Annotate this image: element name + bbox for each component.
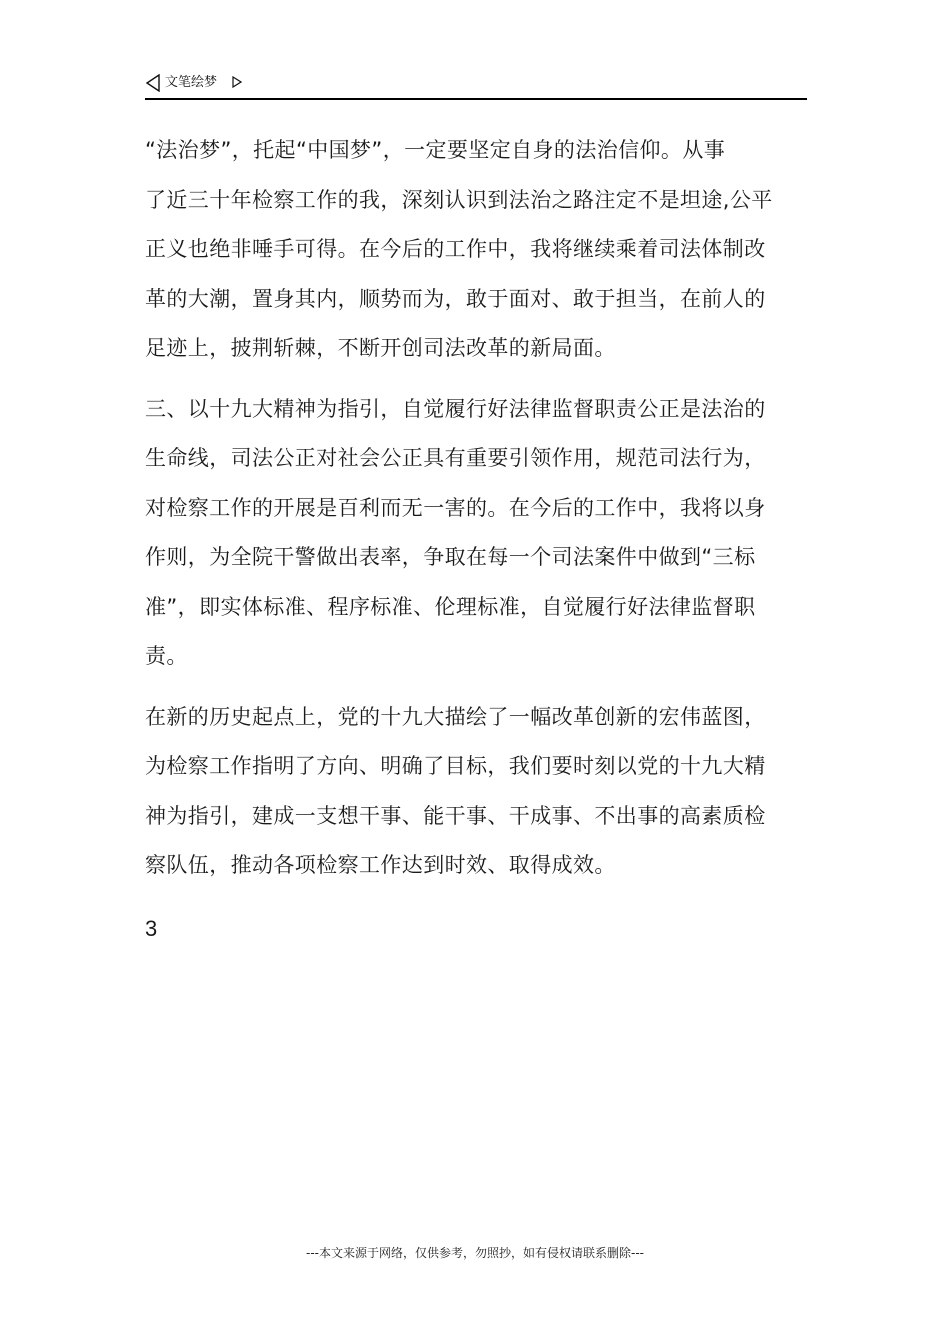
footer-disclaimer: ---本文来源于网络，仅供参考，勿照抄，如有侵权请联系删除--- [306, 1246, 644, 1260]
text-line: 在新的历史起点上，党的十九大描绘了一幅改革创新的宏伟蓝图， [145, 704, 766, 729]
text-line: 准”，即实体标准、程序标准、伦理标准，自觉履行好法律监督职 [145, 594, 756, 619]
document-body [145, 126, 807, 953]
triangle-right-icon [232, 76, 242, 88]
text-line: 生命线，司法公正对社会公正具有重要引领作用，规范司法行为， [145, 446, 766, 470]
page-header [145, 70, 807, 100]
page-number: 3 [145, 915, 158, 941]
text-line: 对检察工作的开展是百利而无一害的。在今后的工作中，我将以身 [145, 495, 766, 520]
text-line: 正义也绝非唾手可得。在今后的工作中，我将继续乘着司法体制改 [145, 237, 766, 261]
paragraph [145, 126, 807, 374]
text-line: 三、以十九大精神为指引，自觉履行好法律监督职责公正是法治的 [145, 396, 766, 421]
text-line: 为检察工作指明了方向、明确了目标，我们要时刻以党的十九大精 [145, 754, 766, 778]
text-line: 了近三十年检察工作的我，深刻认识到法治之路注定不是坦途,公平 [145, 187, 773, 212]
paragraph [145, 385, 807, 682]
text-line: 神为指引，建成一支想干事、能干事、干成事、不出事的高素质检 [145, 803, 766, 828]
text-line: 察队伍，推动各项检察工作达到时效、取得成效。 [145, 853, 616, 877]
text-line: “法治梦”，托起“中国梦”，一定要坚定自身的法治信仰。从事 [145, 138, 726, 162]
text-line: 作则，为全院干警做出表率，争取在每一个司法案件中做到“三标 [145, 545, 756, 569]
text-line: 责。 [145, 644, 188, 668]
paragraph [145, 693, 807, 891]
text-line: 革的大潮，置身其内，顺势而为，敢于面对、敢于担当，在前人的 [145, 286, 766, 311]
text-line: 足迹上，披荆斩棘，不断开创司法改革的新局面。 [145, 336, 616, 360]
triangle-left-icon [145, 74, 161, 92]
header-title: 文笔绘梦 [165, 75, 218, 90]
